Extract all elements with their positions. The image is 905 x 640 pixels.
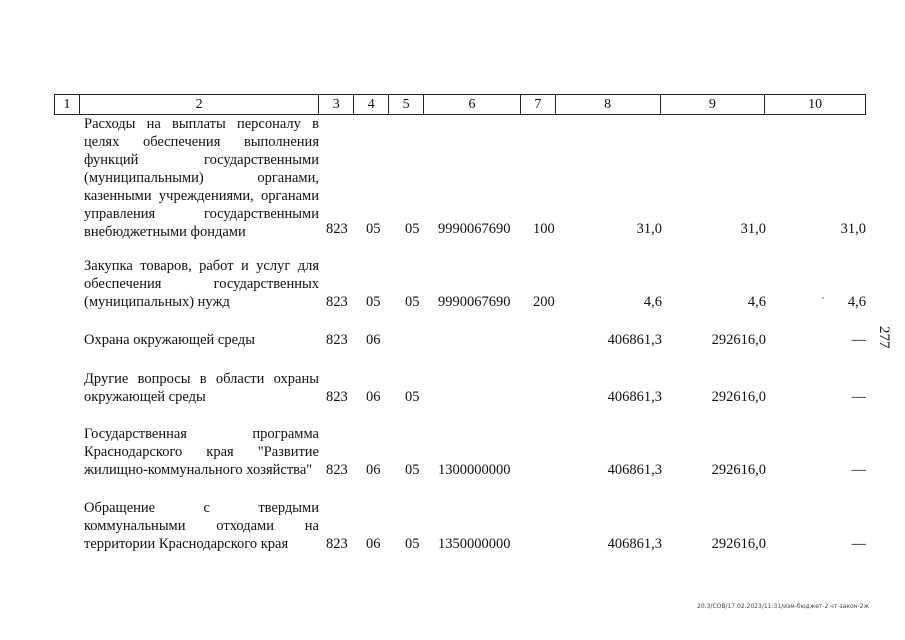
row-rz: 06 [366, 332, 381, 348]
row-vr: 100 [533, 221, 555, 237]
table-row [54, 331, 866, 351]
header-col-2: 2 [80, 95, 319, 114]
row-value-10: — [851, 462, 866, 478]
row-gr: 823 [326, 294, 348, 310]
table-row [54, 115, 866, 241]
row-pr: 05 [405, 294, 420, 310]
table-header-row [54, 94, 866, 115]
row-value-9: 4,6 [747, 294, 766, 310]
table-row [54, 425, 866, 481]
row-name: Обращение с твердыми коммунальными отходами на территории Краснодарского края [84, 500, 319, 552]
row-rz: 05 [366, 221, 381, 237]
row-cs: 1300000000 [438, 462, 511, 478]
row-value-8: 406861,3 [607, 332, 662, 348]
row-value-8: 406861,3 [607, 389, 662, 405]
row-value-9: 292616,0 [711, 462, 766, 478]
row-rz: 05 [366, 294, 381, 310]
row-value-10: — [851, 389, 866, 405]
row-value-9: 292616,0 [711, 332, 766, 348]
header-col-10: 10 [808, 97, 823, 112]
row-gr: 823 [326, 332, 348, 348]
row-pr: 05 [405, 221, 420, 237]
row-pr: 05 [405, 536, 420, 552]
header-col-1: 1 [55, 95, 80, 114]
row-gr: 823 [326, 221, 348, 237]
header-col-8: 8 [556, 95, 661, 114]
header-col-5: 5 [389, 95, 424, 114]
header-col-9: 9 [661, 95, 766, 114]
row-value-9: 292616,0 [711, 536, 766, 552]
scan-speck [822, 297, 824, 299]
row-value-9: 292616,0 [711, 389, 766, 405]
row-gr: 823 [326, 536, 348, 552]
row-value-10: 31,0 [840, 221, 866, 237]
header-col-6: 6 [424, 95, 521, 114]
row-name: Охрана окружающей среды [84, 332, 255, 348]
table-row [54, 370, 866, 408]
row-name: Государственная программа Краснодарского края "Развитие жилищно-коммунального хозяйства" [84, 426, 319, 478]
row-cs: 9990067690 [438, 294, 511, 310]
row-value-10: — [851, 332, 866, 348]
row-value-8: 406861,3 [607, 536, 662, 552]
header-col-3: 3 [319, 95, 354, 114]
row-cs: 1350000000 [438, 536, 511, 552]
header-col-7: 7 [521, 95, 556, 114]
row-value-10: — [851, 536, 866, 552]
page-number: 277 [876, 326, 892, 349]
row-vr: 200 [533, 294, 555, 310]
footer-file-stamp: 20.3/СОВ/17.02.2023/11:31/изм-бюджет-2 чт-закон-2ж [697, 603, 869, 610]
row-cs: 9990067690 [438, 221, 511, 237]
row-gr: 823 [326, 389, 348, 405]
row-rz: 06 [366, 536, 381, 552]
row-value-10: 4,6 [847, 294, 866, 310]
row-value-9: 31,0 [740, 221, 766, 237]
row-value-8: 31,0 [636, 221, 662, 237]
row-gr: 823 [326, 462, 348, 478]
row-value-8: 4,6 [643, 294, 662, 310]
row-rz: 06 [366, 462, 381, 478]
table-row [54, 499, 866, 555]
row-pr: 05 [405, 389, 420, 405]
header-col-4: 4 [354, 95, 389, 114]
row-value-8: 406861,3 [607, 462, 662, 478]
row-rz: 06 [366, 389, 381, 405]
row-name: Закупка товаров, работ и услуг для обеспечения государственных (муниципальных) нужд [84, 258, 319, 310]
row-name: Расходы на выплаты персоналу в целях обеспечения выполнения функций государственными (муниципальными) органами, казенными учреждениями, органами управления государственными внебюджетными фондами [84, 116, 319, 240]
row-pr: 05 [405, 462, 420, 478]
table-row [54, 257, 866, 313]
row-name: Другие вопросы в области охраны окружающей среды [84, 371, 319, 405]
